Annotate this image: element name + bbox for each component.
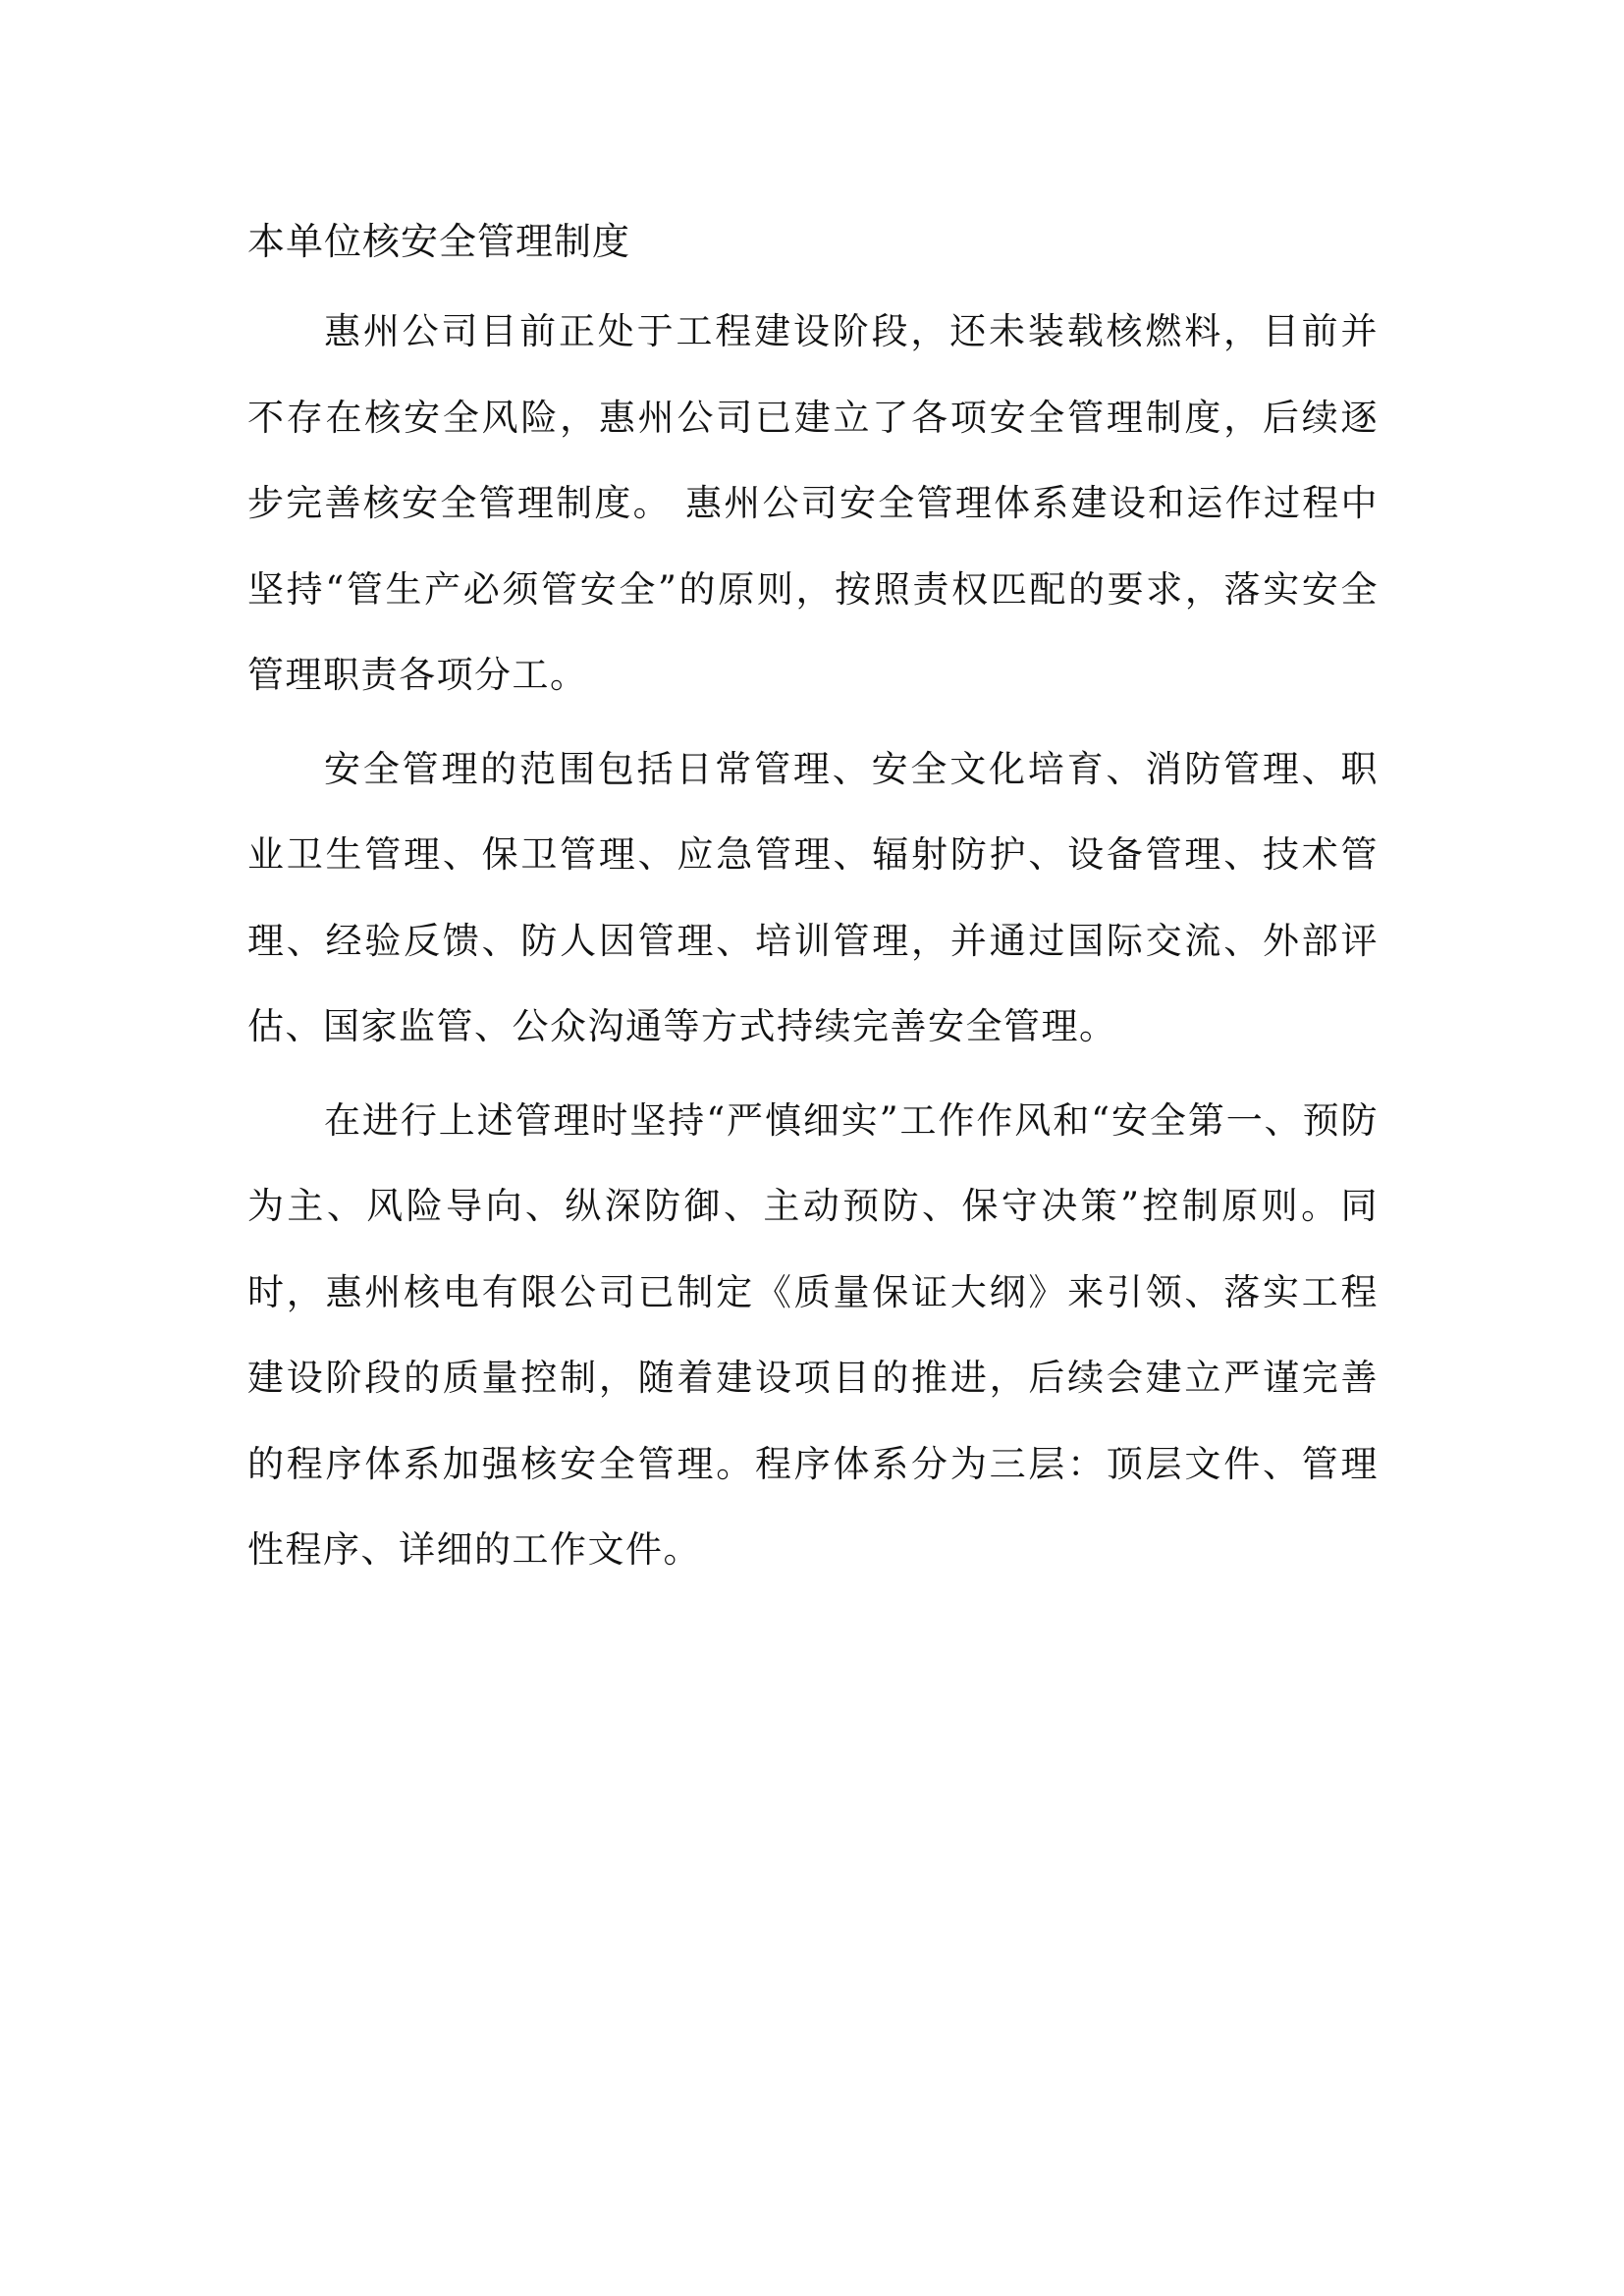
paragraph-2: 安全管理的范围包括日常管理、安全文化培育、消防管理、职业卫生管理、保卫管理、应急管理、辐射防护、设备管理、技术管理、经验反馈、防人因管理、培训管理，并通过国际交流、外部评估、国家监管、公众沟通等方式持续完善安全管理。: [247, 747, 1379, 1047]
document-title: 本单位核安全管理制度: [247, 220, 631, 263]
paragraph-1: 惠州公司目前正处于工程建设阶段，还未装载核燃料，目前并不存在核安全风险，惠州公司已建立了各项安全管理制度，后续逐步完善核安全管理制度。 惠州公司安全管理体系建设和运作过程中坚持“管生产必须管安全”的原则，按照责权匹配的要求，落实安全管理职责各项分工。: [247, 310, 1379, 696]
paragraph-3: 在进行上述管理时坚持“严慎细实”工作作风和“安全第一、预防为主、风险导向、纵深防御、主动预防、保守决策”控制原则。同时，惠州核电有限公司已制定《质量保证大纲》来引领、落实工程建设阶段的质量控制，随着建设项目的推进，后续会建立严谨完善的程序体系加强核安全管理。程序体系分为三层：顶层文件、管理性程序、详细的工作文件。: [247, 1098, 1379, 1571]
document-body: [247, 289, 1379, 1601]
